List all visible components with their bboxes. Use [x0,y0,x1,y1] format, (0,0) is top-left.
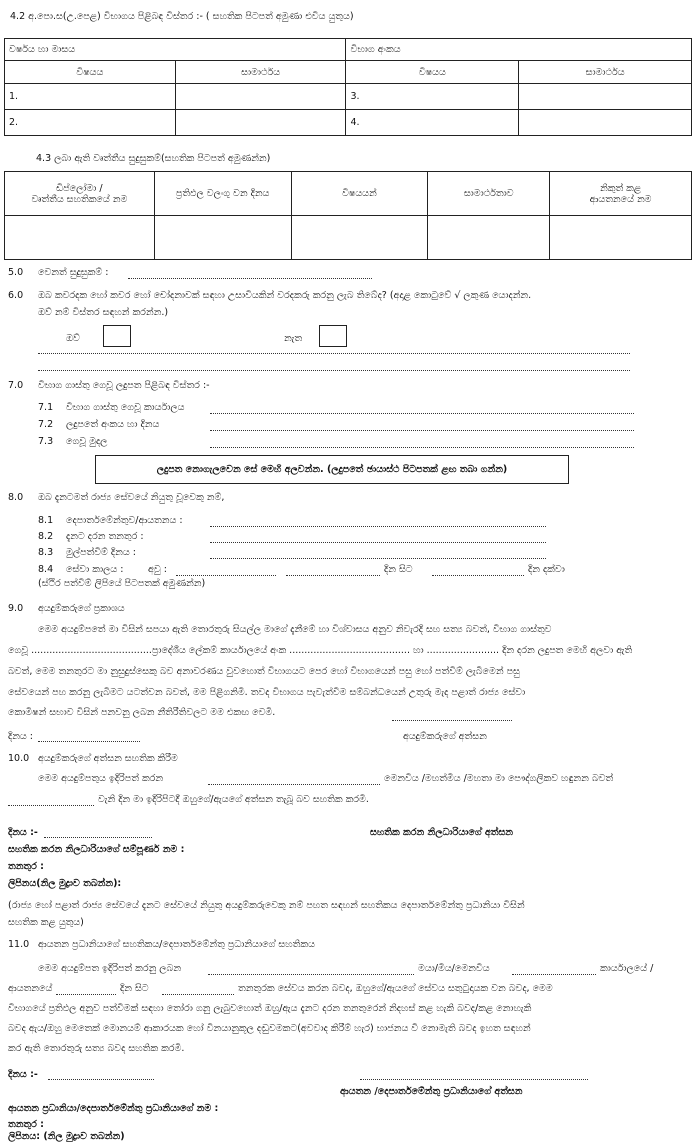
table-cell[interactable] [550,216,692,260]
head-date-label: දිනය :- [8,1069,38,1080]
candidate-name-field[interactable] [208,974,414,975]
head-certificate-text: ආයතනයේ [8,983,53,994]
section-4-3-title: 4.3 ලබා ඇති වෘත්තීය සුදුසුකම්(සහතික පිටපත් අමුණන්න) [36,153,271,164]
current-post-field[interactable] [210,542,546,543]
years-field[interactable] [176,575,276,576]
certifier-fullname-label: සහතික කරන නිලධාරියාගේ සම්පූර්ණ නම : [8,844,185,855]
conviction-question: ඔබ කවරදක හෝ කවර හෝ චෝදනාවක් සඳහා උසාවියකින් වරදකරු කරනු ලැබ තිබේද? (අදාළ කොටුවේ √ ලකුණ යොදන්න. [38,290,532,301]
al-exam-table [4,38,692,136]
certifier-post-label: තනතුර : [8,861,44,872]
item-7-2-num: 7.2 [38,419,54,430]
declaration-text: මෙම අයදුම්පතේ මා විසින් සපයා ඇති තොරතුරු සියල්ල මාගේ දැනීමේ හා විශ්වාසය අනුව නිවැරදි සහ සත්‍ය බවත්, විභාග ගාස්තුව [38,624,552,635]
applicant-signature-field[interactable] [392,720,512,721]
passes-header: සාමාර්ථතාව [428,172,550,216]
to-date-field[interactable] [432,575,524,576]
fee-office-label: විභාග ගාස්තු ගෙවූ කාර්යාලය [66,402,185,413]
office-field[interactable] [512,974,596,975]
head-certificate-text: බවද ඇය/ඔහු මෙතෙක් මොනයම් ආකාරයක හෝ විනයානුකූල දඬුවමකට(අවවාද කිරීම් හැර) භාජනය වී නොමැති බවද ඉහත සඳහන් [8,1023,531,1034]
subject-header: විෂයය [346,61,519,84]
no-label: නැත [284,333,303,344]
head-signature-field[interactable] [360,1079,588,1080]
head-certificate-text: කර ඇති තොරතුරු සත්‍ය බවද සහතික කරමි. [8,1043,185,1054]
table-cell[interactable] [428,216,550,260]
index-no-header: විභාග අංකය [346,39,692,61]
valid-date-header: ප්‍රතිඵල වලංගු වන දිනය [154,172,291,216]
head-name-label: ආයතන ප්‍රධානියා/දෙපාර්තමේන්තු ප්‍රධානියාගේ නම : [8,1103,219,1114]
appointment-date-field[interactable] [210,558,546,559]
item-8-2-num: 8.2 [38,531,54,542]
attach-appointment-note: (ස්ථිර පත්වීම් ලිපියේ පිටපතක් අමුණන්න) [38,578,206,589]
diploma-header-line: ඩිප්ලෝමා / [56,182,103,194]
head-certificate-text: තනතුරක සේවය කරන බවද, ඔහුගේ/ඇයගේ සේවය සතුටුදායක වන බවද, මෙම [238,983,553,994]
department-field[interactable] [210,526,546,527]
section-6-num: 6.0 [8,290,24,301]
section-9-num: 9.0 [8,603,24,614]
head-signature-label: ආයතන /දෙපාර්තමේන්තු ප්‍රධානියාගේ අත්සන [340,1086,523,1097]
head-certificate-text: දින සිට [120,983,149,994]
receipt-paste-box[interactable]: ලදුපත නොගැලවෙන සේ මෙහි අලවන්න. (ලදුපතේ ඡායාස්ථ පිටපතක් ළඟ තබා ගන්න) [95,455,569,484]
certifier-date-field[interactable] [44,837,152,838]
professional-qualifications-table [4,171,692,260]
table-cell[interactable]: 1. [5,84,176,110]
declaration-title: අයදුම්කරුගේ ප්‍රකාශය [38,603,125,614]
amount-field[interactable] [210,447,634,448]
item-7-3-num: 7.3 [38,436,54,447]
head-post-label: තනතුර : [8,1119,44,1130]
from-date-label: දින සිට [384,564,413,575]
section-4-2-title: 4.2 අ.පො.ස(උ.පෙළ) විභාගය පිළිබඳ විස්තර :- ( සහතික පිටපත් අමුණා එවිය යුතුය) [10,11,354,22]
diploma-header-line: වෘත්තීය සහතිකයේ නම [31,193,128,205]
table-cell[interactable]: 3. [346,84,519,110]
receipt-no-label: ලදුපතේ අංකය හා දිනය [66,419,160,430]
head-certificate-title: ආයතන ප්‍රධානියාගේ සහතිකය/දෙපාර්තමේන්තු ප්‍රධානියාගේ සහතිකය [38,939,315,950]
other-qualifications-field[interactable] [128,278,372,279]
subjects-header: විෂයයන් [291,172,428,216]
certifier-address-label: ලිපිනය(නිල මුද්‍රාව තබන්න): [8,878,122,889]
certification-text: මෙනවිය /මහත්මිය /මහතා මා පෞද්ගලිකව හඳුනන බවත් [384,773,614,784]
conviction-details-line[interactable] [38,353,630,354]
no-checkbox[interactable] [319,325,347,347]
institute-header-line: ආයතනයේ නම [589,193,652,205]
declaration-text: කොමිෂන් සභාව විසින් පනවනු ලබන නීතිරීතිවලට මම එකඟ වෙමි. [8,707,276,718]
declaration-text: ගෙවූ ........................................ප්‍රාදේශීය ලේකම් කාර්යාලයේ අංක ........................................ හා ........................ දින දරන ලදුපත මෙහි අලවා ඇති [8,645,633,656]
certification-text: වැනි දින මා ඉදිරිපිටදී ඔහුගේ/ඇයගේ අත්සන තැබූ බව සහතික කරමි. [98,794,369,805]
years-label: අවු : [148,564,167,575]
receipt-details-title: විභාග ගාස්තු ගෙවූ ලදුපත පිළිබඳ විස්තර :- [38,380,210,391]
result-header: සාමාර්ථය [519,61,692,84]
fee-office-field[interactable] [210,413,634,414]
table-cell[interactable] [291,216,428,260]
section-7-num: 7.0 [8,380,24,391]
declaration-date-label: දිනය : [8,731,33,742]
department-label: දෙපාර්තමේන්තුව/ආයතනය : [66,515,183,526]
service-period-label: සේවා කාලය : [66,564,124,575]
signature-certification-title: අයදුම්කරුගේ අත්සන සහතික කිරීම [38,753,178,764]
certification-note: සහතික කළ යුතුය) [8,917,84,928]
diploma-header [5,172,155,216]
table-cell[interactable] [519,84,692,110]
conviction-question-line2: ඔව් නම් විස්තර සඳහන් කරන්න.) [38,307,169,318]
head-certificate-text: මයා/මිය/මෙනවිය [418,963,490,974]
year-month-header: වර්ෂය හා මාසය [5,39,346,61]
item-8-1-num: 8.1 [38,515,54,526]
to-date-label: දින දක්වා [528,564,565,575]
declaration-text: බවත්, මෙම තනතුරට මා නුසුදුස්සෙකු බව අනාවරණය වුවහොත් විභාගයට පෙර හෝ විභාගයෙන් පසු හෝ පත්වීම් ලැබීමෙන් පසු [8,666,520,677]
from-date-field[interactable] [286,575,380,576]
section-11-num: 11.0 [8,939,30,950]
institute-header [550,172,692,216]
head-certificate-text: කාර්යාලයේ / [600,963,654,974]
certification-text: මෙම අයදුම්පතුය ඉදිරිපත් කරන [38,773,164,784]
certification-note: (රාජ්‍ය හෝ පළාත් රාජ්‍ය සේවයේ දැනට සේවයේ නියුතු අයදුම්කරුවෙකු නම් පහත සඳහන් සහතිකය දෙපාර්තමේන්තු ප්‍රධානියා විසින් [8,900,525,911]
section-5-num: 5.0 [8,267,24,278]
institute-header-line: නිකුත් කළ [600,182,642,194]
table-cell[interactable] [519,110,692,136]
table-cell[interactable] [154,216,291,260]
applicant-name-field[interactable] [208,784,380,785]
declaration-text: සේවයෙන් පහ කරනු ලැබීමට යටත්වන බවත්, මම පිළිගනිමි. තවද විභාගය පැවැත්වීම සම්බන්ධයෙන් උතුරු මැද පළාත් රාජ්‍ය සේවා [8,687,526,698]
item-8-4-num: 8.4 [38,564,54,575]
declaration-date-field[interactable] [38,741,140,742]
table-cell[interactable] [175,110,346,136]
current-post-label: දැනට දරන තනතුර : [66,531,144,542]
item-7-1-num: 7.1 [38,402,54,413]
other-qualifications-label: වෙනත් සුදුසුකම් : [38,267,109,278]
section-8-num: 8.0 [8,492,24,503]
conviction-details-line[interactable] [38,370,630,371]
result-header: සාමාර්ථය [175,61,346,84]
certifier-signature-label: සහතික කරන නිලධාරියාගේ අත්සන [370,827,514,838]
item-8-3-num: 8.3 [38,547,54,558]
table-cell[interactable]: 2. [5,110,176,136]
certifier-date-label: දිනය :- [8,827,38,838]
table-cell[interactable]: 4. [346,110,519,136]
subject-header: විෂයය [5,61,176,84]
yes-label: ඔව් [66,333,80,344]
public-service-title: ඔබ දැනටමත් රාජ්‍ය සේවයේ නියුතු වූවෙකු නම්, [38,492,225,503]
section-10-num: 10.0 [8,753,30,764]
table-cell[interactable] [5,216,155,260]
table-cell[interactable] [175,84,346,110]
service-from-field[interactable] [162,994,234,995]
institute-field[interactable] [56,994,116,995]
signed-date-field[interactable] [8,805,94,806]
applicant-signature-label: අයදුම්කරුගේ අත්සන [403,731,487,742]
yes-checkbox[interactable] [103,325,131,347]
head-address-label: ලිපිනය: (නිල මුද්‍රාව තබන්න) [8,1131,125,1142]
receipt-no-field[interactable] [210,430,634,431]
appointment-date-label: මුල්පත්වීම් දිනය : [66,547,136,558]
amount-label: ගෙවූ මුදල [66,436,108,447]
head-date-field[interactable] [48,1079,154,1080]
head-certificate-text: විභාගයේ ප්‍රතිඵල අනුව පත්වීමක් සඳහා තෝරා ගනු ලැබුවහොත් ඔහු/ඇය දැනට දරන තනතුරෙන් නිදහස් කළ හැකි බවද/කළ නොහැකි [8,1003,532,1014]
head-certificate-text: මෙම අයදුම්පත ඉදිරිපත් කරනු ලබන [38,963,182,974]
